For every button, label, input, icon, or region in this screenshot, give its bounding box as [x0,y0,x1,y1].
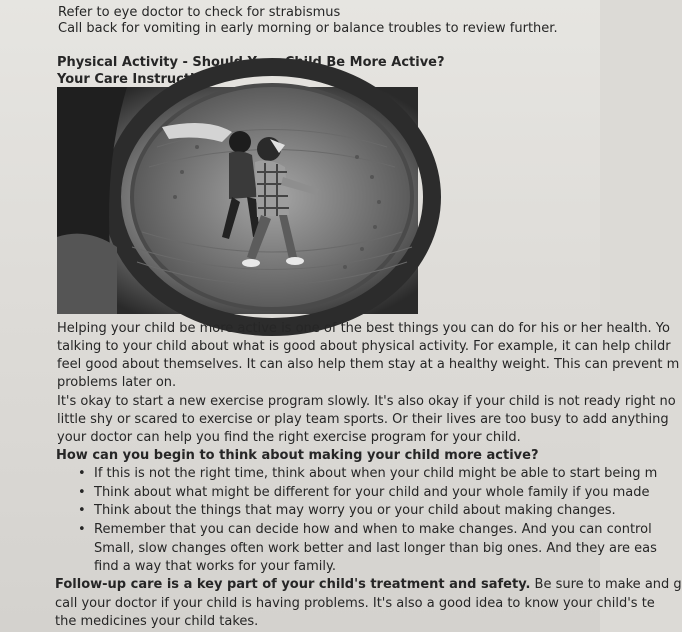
bullet-marker: • [78,466,86,481]
followup-paragraph-line-1 [55,576,682,593]
bullet-item-worries: Think about the things that may worry you or your child about making changes. [94,503,616,518]
body-line-2: talking to your child about what is good about physical activity. For example, it can help childr [57,339,671,354]
bullet-marker: • [78,485,86,500]
instruction-line-strabismus: Refer to eye doctor to check for strabismus [58,5,341,20]
body-line-7: your doctor can help you find the right exercise program for your child. [57,430,521,445]
body-line-4: problems later on. [57,375,177,390]
bullet-marker: • [78,522,86,537]
bullet-item-decide-changes: Remember that you can decide how and when to make changes. And you can control [94,522,652,537]
bullet-marker: • [78,503,86,518]
followup-bold-lead: Follow-up care is a key part of your child's treatment and safety. [55,577,531,592]
body-line-6: little shy or scared to exercise or play team sports. Or their lives are too busy to add anything [57,412,669,427]
body-line-3: feel good about themselves. It can also help them stay at a healthy weight. This can prevent m [57,357,680,372]
bullet-continuation-line-1: Small, slow changes often work better and last longer than big ones. And they are eas [94,541,657,556]
children-in-tunnel-photo [57,87,418,314]
followup-paragraph-line-3: the medicines your child takes. [55,614,259,629]
tunnel-photo-graphic [57,87,418,314]
bullet-continuation-line-2: find a way that works for your family. [94,559,337,574]
section-subtitle: Your Care Instructions [57,72,221,87]
bullet-item-what-different: Think about what might be different for your child and your whole family if you made [94,485,650,500]
followup-paragraph-line-2: call your doctor if your child is having problems. It's also a good idea to know your child's te [55,596,655,611]
bullet-item-right-time: If this is not the right time, think about when your child might be able to start being m [94,466,658,481]
instruction-line-vomiting: Call back for vomiting in early morning or balance troubles to review further. [58,21,558,36]
followup-lead-rest: Be sure to make and g [530,577,682,592]
body-line-1: Helping your child be more active is one of the best things you can do for his or her health. Yo [57,321,670,336]
section-title: Physical Activity - Should Your Child Be More Active? [57,55,445,70]
how-to-begin-heading: How can you begin to think about making your child more active? [56,448,539,463]
body-line-5: It's okay to start a new exercise program slowly. It's also okay if your child is not ready right no [57,394,676,409]
